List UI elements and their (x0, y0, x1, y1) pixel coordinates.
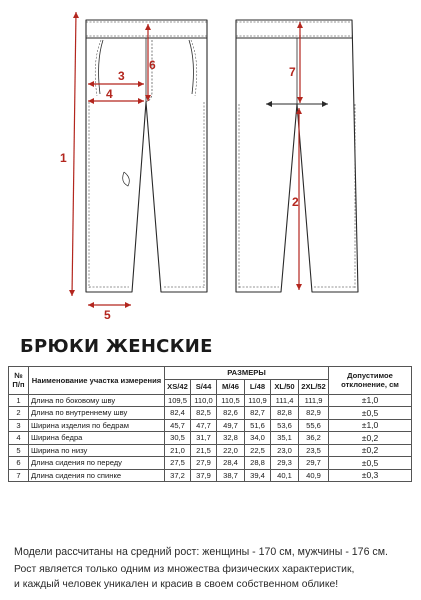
row-value: 30,5 (165, 432, 191, 445)
row-value: 82,9 (299, 407, 329, 420)
row-value: 53,6 (271, 419, 299, 432)
measure-label-2: 2 (292, 195, 299, 209)
row-value: 39,4 (245, 469, 271, 482)
size-chart-table (8, 366, 412, 482)
row-value: 35,1 (271, 432, 299, 445)
row-value: 40,1 (271, 469, 299, 482)
table-row (9, 432, 412, 445)
table-header-row-1 (9, 367, 412, 380)
size-header: L/48 (245, 379, 271, 394)
row-value: 51,6 (245, 419, 271, 432)
row-number: 5 (9, 444, 29, 457)
row-name: Длина сидения по спинке (29, 469, 165, 482)
row-value: 37,9 (191, 469, 217, 482)
row-value: 40,9 (299, 469, 329, 482)
tolerance-header-line1: Допустимое (347, 371, 393, 381)
table-row (9, 469, 412, 482)
size-header: 2XL/52 (299, 379, 329, 394)
row-value: 23,0 (271, 444, 299, 457)
row-value: 27,9 (191, 457, 217, 470)
no-column-header (9, 367, 29, 395)
row-value: 28,8 (245, 457, 271, 470)
row-name: Длина по боковому шву (29, 394, 165, 407)
row-name: Длина сидения по переду (29, 457, 165, 470)
row-value: 111,9 (299, 394, 329, 407)
row-number: 7 (9, 469, 29, 482)
tolerance-header-line2: отклонение, см (341, 380, 399, 390)
no-header-line1: № (14, 371, 23, 381)
row-value: 37,2 (165, 469, 191, 482)
pants-back-view (236, 20, 358, 292)
no-header-line2: П/п (12, 380, 25, 390)
row-value: 110,0 (191, 394, 217, 407)
page-title: БРЮКИ ЖЕНСКИЕ (20, 336, 213, 357)
row-value: 45,7 (165, 419, 191, 432)
row-name: Ширина бедра (29, 432, 165, 445)
row-value: 34,0 (245, 432, 271, 445)
row-value: 109,5 (165, 394, 191, 407)
row-name: Длина по внутреннему шву (29, 407, 165, 420)
table-row (9, 394, 412, 407)
sizes-header: РАЗМЕРЫ (165, 367, 329, 380)
row-value: 110,9 (245, 394, 271, 407)
row-name: Ширина изделия по бедрам (29, 419, 165, 432)
row-value: 32,8 (217, 432, 245, 445)
measure-label-1: 1 (60, 151, 67, 165)
row-tolerance: ±0,5 (329, 457, 412, 470)
pants-front-view (86, 20, 207, 292)
footer-note-height: Модели рассчитаны на средний рост: женщины - 170 см, мужчины - 176 см. (14, 546, 388, 558)
row-value: 82,8 (271, 407, 299, 420)
row-value: 29,7 (299, 457, 329, 470)
table-row (9, 407, 412, 420)
row-value: 21,0 (165, 444, 191, 457)
row-name: Ширина по низу (29, 444, 165, 457)
row-value: 110,5 (217, 394, 245, 407)
row-number: 1 (9, 394, 29, 407)
row-number: 2 (9, 407, 29, 420)
row-tolerance: ±0,2 (329, 432, 412, 445)
row-number: 6 (9, 457, 29, 470)
size-header: S/44 (191, 379, 217, 394)
row-value: 28,4 (217, 457, 245, 470)
row-value: 55,6 (299, 419, 329, 432)
row-value: 82,7 (245, 407, 271, 420)
measure-label-7: 7 (289, 65, 296, 79)
name-column-header: Наименование участка измерения (29, 367, 165, 395)
footer-note-line2: Рост является только одним из множества физических характеристик, (14, 564, 355, 575)
row-value: 82,5 (191, 407, 217, 420)
tolerance-column-header (329, 367, 412, 395)
measure-label-6: 6 (149, 58, 156, 72)
row-value: 38,7 (217, 469, 245, 482)
row-number: 4 (9, 432, 29, 445)
footer-note-line3: и каждый человек уникален и красив в своем собственном облике! (14, 579, 339, 590)
table-row (9, 457, 412, 470)
size-header: M/46 (217, 379, 245, 394)
row-value: 22,0 (217, 444, 245, 457)
table-row (9, 444, 412, 457)
row-value: 82,4 (165, 407, 191, 420)
row-value: 31,7 (191, 432, 217, 445)
size-header: XS/42 (165, 379, 191, 394)
row-tolerance: ±1,0 (329, 394, 412, 407)
row-value: 21,5 (191, 444, 217, 457)
row-value: 36,2 (299, 432, 329, 445)
row-value: 27,5 (165, 457, 191, 470)
row-value: 47,7 (191, 419, 217, 432)
measure-label-4: 4 (106, 87, 113, 101)
row-value: 49,7 (217, 419, 245, 432)
row-value: 23,5 (299, 444, 329, 457)
table-row (9, 419, 412, 432)
row-tolerance: ±0,3 (329, 469, 412, 482)
measure-label-3: 3 (118, 69, 125, 83)
row-number: 3 (9, 419, 29, 432)
row-tolerance: ±0,5 (329, 407, 412, 420)
row-value: 29,3 (271, 457, 299, 470)
row-value: 22,5 (245, 444, 271, 457)
row-tolerance: ±0,2 (329, 444, 412, 457)
row-value: 111,4 (271, 394, 299, 407)
row-tolerance: ±1,0 (329, 419, 412, 432)
measure-label-5: 5 (104, 308, 111, 322)
row-value: 82,6 (217, 407, 245, 420)
size-header: XL/50 (271, 379, 299, 394)
